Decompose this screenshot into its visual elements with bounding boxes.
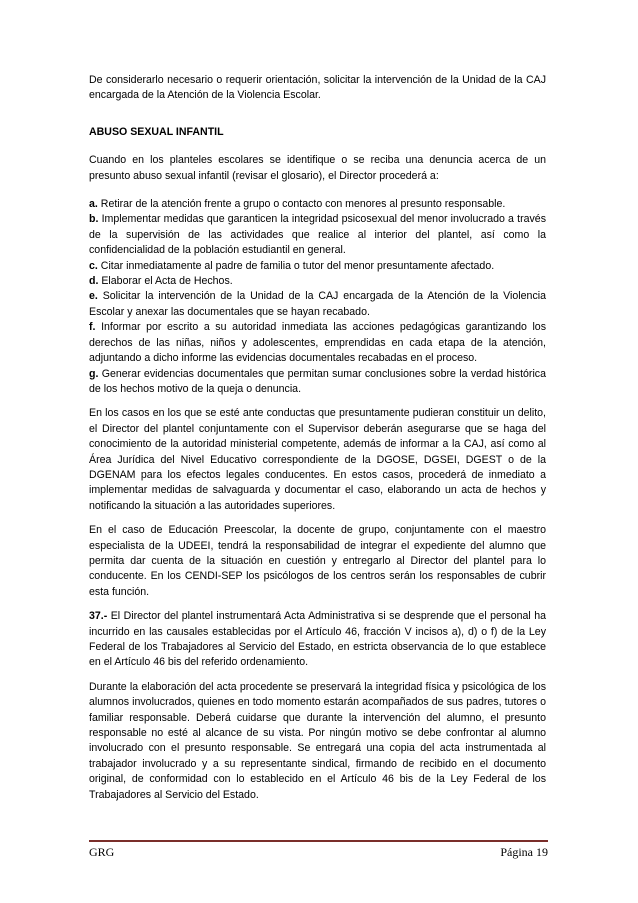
list-item-d [89, 274, 546, 289]
list-item-c [89, 259, 546, 274]
list-item-g [89, 367, 546, 398]
paragraph-crime-cases: En los casos en los que se esté ante conductas que presuntamente pudieran constituir un delito, el Director del plantel conjuntamente con el Supervisor deberán asegurarse que se haga del conocimiento de la autoridad ministerial competente, además de informar a la CAJ, así como al Área Jurídica del Nivel Educativo correspondiente de la DGOSE, DGSEI, DGEST o de la DGENAM para los efectos legales conducentes. En estos casos, procederá de inmediato a implementar medidas de salvaguarda y documentar el caso, elaborando un acta de hechos y notificando la situación a las autoridades superiores. [89, 407, 546, 512]
list-item-a [89, 197, 546, 212]
paragraph-article-37 [89, 609, 546, 671]
page-number: Página 19 [500, 845, 548, 859]
spacer [89, 514, 546, 523]
spacer [89, 104, 546, 125]
list-item-key: f. [89, 321, 96, 334]
list-item-text: Solicitar la intervención de la Unidad de la CAJ encargada de la Atención de la Violencia Escolar y anexar las documentales que se hayan recabado. [89, 290, 546, 318]
spacer [89, 184, 546, 197]
spacer [89, 671, 546, 680]
article-number: 37.- [89, 610, 108, 623]
list-item-e [89, 289, 546, 320]
paragraph-preschool: En el caso de Educación Preescolar, la docente de grupo, conjuntamente con el maestro especialista de la UDEEI, tendrá la responsabilidad de integrar el expediente del alumno que permita dar cuenta de la situación en cuestión y entregarlo al Director del plantel para lo conducente. En los CENDI-SEP los psicólogos de los centros serán los responsables de cubrir esta función. [89, 524, 546, 598]
article-text: El Director del plantel instrumentará Acta Administrativa si se desprende que el personal ha incurrido en las causales establecidas por el Artículo 46, fracción V incisos a), d) o f) de la Ley Federal de los Trabajadores al Servicio del Estado, en estricta observancia de lo que establece en el Artículo 46 bis del referido ordenamiento. [89, 610, 546, 669]
list-item-f [89, 320, 546, 366]
footer-rule [89, 840, 548, 842]
spacer [89, 600, 546, 609]
list-item-text: Generar evidencias documentales que permitan sumar conclusiones sobre la verdad histórica de los hechos motivo de la queja o denuncia. [89, 367, 546, 395]
page-content [89, 73, 546, 803]
list-item-text: Retirar de la atención frente a grupo o contacto con menores al presunto responsable. [97, 198, 506, 211]
list-item-key: d. [89, 275, 99, 288]
paragraph-intro: De considerarlo necesario o requerir orientación, solicitar la intervención de la Unidad de la CAJ encargada de la Atención de la Violencia Escolar. [89, 74, 546, 102]
list-item-text: Informar por escrito a su autoridad inmediata las acciones pedagógicas garantizando los derechos de las niñas, niños y adolescentes, emprendidas en cada etapa de la atención, adjuntando a dicho informe las evidencias documentales recabadas en el proceso. [89, 321, 546, 365]
list-item-key: c. [89, 259, 98, 272]
list-item-key: g. [89, 367, 99, 380]
list-item-key: a. [89, 198, 98, 211]
section-heading: ABUSO SEXUAL INFANTIL [89, 125, 224, 138]
list-item-b [89, 212, 546, 258]
footer-initials: GRG [89, 845, 115, 859]
list-item-key: b. [89, 213, 99, 226]
list-item-text: Citar inmediatamente al padre de familia o tutor del menor presuntamente afectado. [97, 259, 495, 272]
list-item-text: Implementar medidas que garanticen la integridad psicosexual del menor involucrado a través de la supervisión de las actividades que realice al interior del plantel, así como la confidencialidad de la población estudiantil en general. [89, 213, 546, 257]
list-item-key: e. [89, 290, 98, 303]
spacer [89, 140, 546, 153]
spacer [89, 397, 546, 406]
paragraph-procedure-intro: Cuando en los planteles escolares se identifique o se reciba una denuncia acerca de un presunto abuso sexual infantil (revisar el glosario), el Director procederá a: [89, 154, 546, 182]
list-item-text: Elaborar el Acta de Hechos. [98, 275, 233, 288]
paragraph-act-procedure: Durante la elaboración del acta procedente se preservará la integridad física y psicológica de los alumnos involucrados, quienes en todo momento estarán acompañados de sus padres, tutores o familiar responsable. Deberá cuidarse que durante la intervención del alumno, el presunto responsable no esté al alcance de su vista. Por ningún motivo se debe confrontar al alumno involucrado con el presunto responsable. Se entregará una copia del acta instrumentada al trabajador involucrado y a su representante sindical, firmando de recibido en el documento original, de conformidad con lo establecido en el Artículo 46 bis de la Ley Federal de los Trabajadores al Servicio del Estado. [89, 680, 546, 801]
